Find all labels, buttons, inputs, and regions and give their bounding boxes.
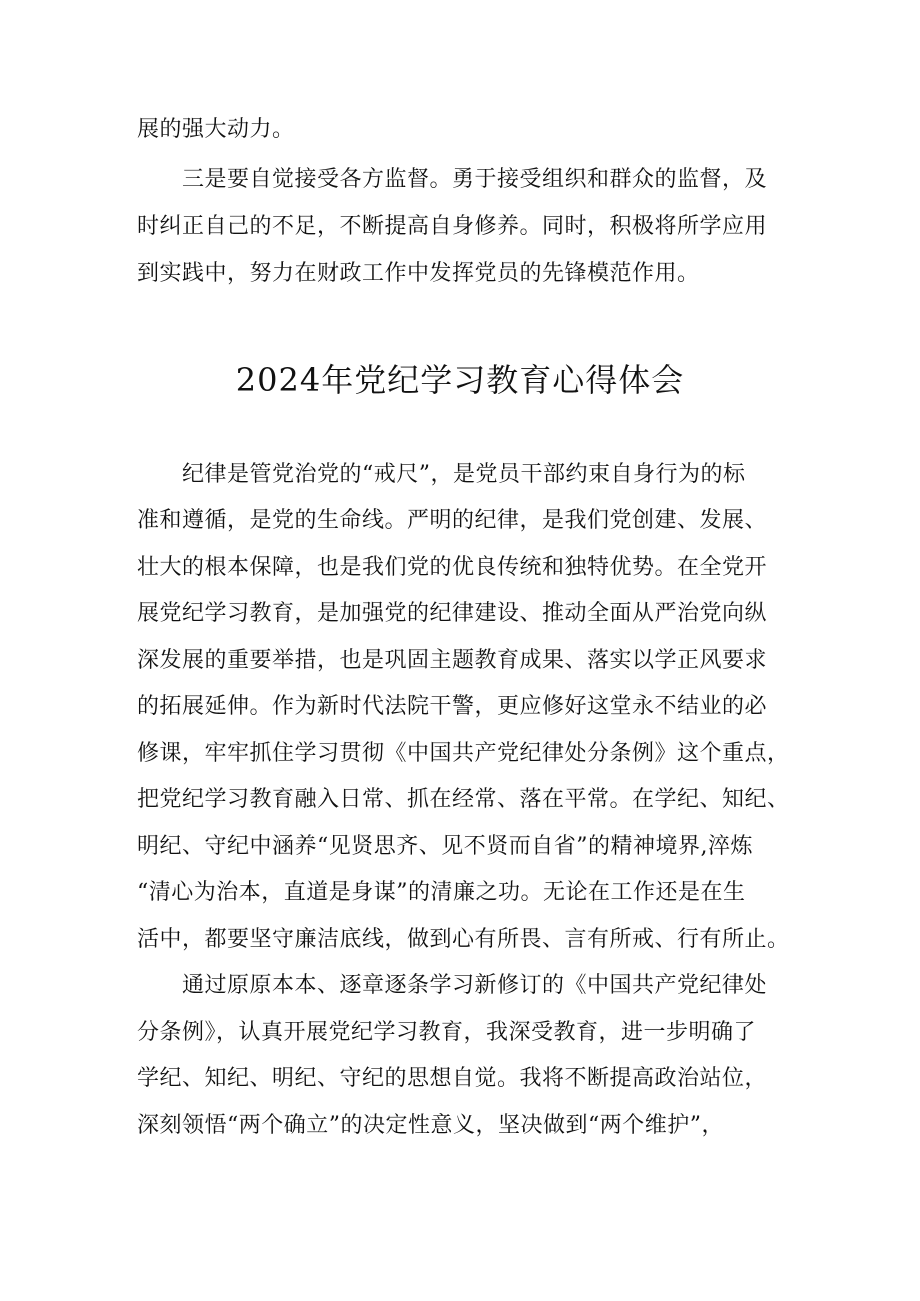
paragraph-line: 准和遵循，是党的生命线。严明的纪律，是我们党创建、发展、 — [137, 508, 768, 533]
paragraph-line: 三是要自觉接受各方监督。勇于接受组织和群众的监督，及 — [137, 167, 768, 192]
paragraph-line: 展的强大动力。 — [137, 117, 295, 142]
paragraph-line: 深发展的重要举措，也是巩固主题教育成果、落实以学正风要求 — [137, 648, 768, 673]
paragraph-line: 到实践中，努力在财政工作中发挥党员的先锋模范作用。 — [137, 261, 700, 286]
document-title: 2024年党纪学习教育心得体会 — [235, 361, 685, 399]
paragraph-line: “清心为治本，直道是身谋”的清廉之功。无论在工作还是在生 — [137, 880, 746, 905]
paragraph-line: 通过原原本本、逐章逐条学习新修订的《中国共产党纪律处 — [137, 973, 768, 998]
paragraph-line: 把党纪学习教育融入日常、抓在经常、落在平常。在学纪、知纪、 — [137, 787, 790, 812]
paragraph-line: 活中，都要坚守廉洁底线，做到心有所畏、言有所戒、行有所止。 — [137, 927, 790, 952]
paragraph-line: 时纠正自己的不足，不断提高自身修养。同时，积极将所学应用 — [137, 214, 768, 239]
paragraph-line: 分条例》，认真开展党纪学习教育，我深受教育，进一步明确了 — [137, 1020, 757, 1045]
paragraph-line: 学纪、知纪、明纪、守纪的思想自觉。我将不断提高政治站位， — [137, 1066, 768, 1091]
paragraph-line: 修课，牢牢抓住学习贯彻《中国共产党纪律处分条例》这个重点， — [137, 741, 790, 766]
paragraph-line: 的拓展延伸。作为新时代法院干警，更应修好这堂永不结业的必 — [137, 694, 768, 719]
paragraph-line: 明纪、守纪中涵养“见贤思齐、见不贤而自省”的精神境界,淬炼 — [137, 834, 753, 859]
paragraph-line: 展党纪学习教育，是加强党的纪律建设、推动全面从严治党向纵 — [137, 601, 768, 626]
paragraph-line: 纪律是管党治党的“戒尺”，是党员干部约束自身行为的标 — [137, 462, 746, 487]
paragraph-line: 深刻领悟“两个确立”的决定性意义，坚决做到“两个维护”， — [137, 1113, 724, 1138]
paragraph-line: 壮大的根本保障，也是我们党的优良传统和独特优势。在全党开 — [137, 555, 768, 580]
